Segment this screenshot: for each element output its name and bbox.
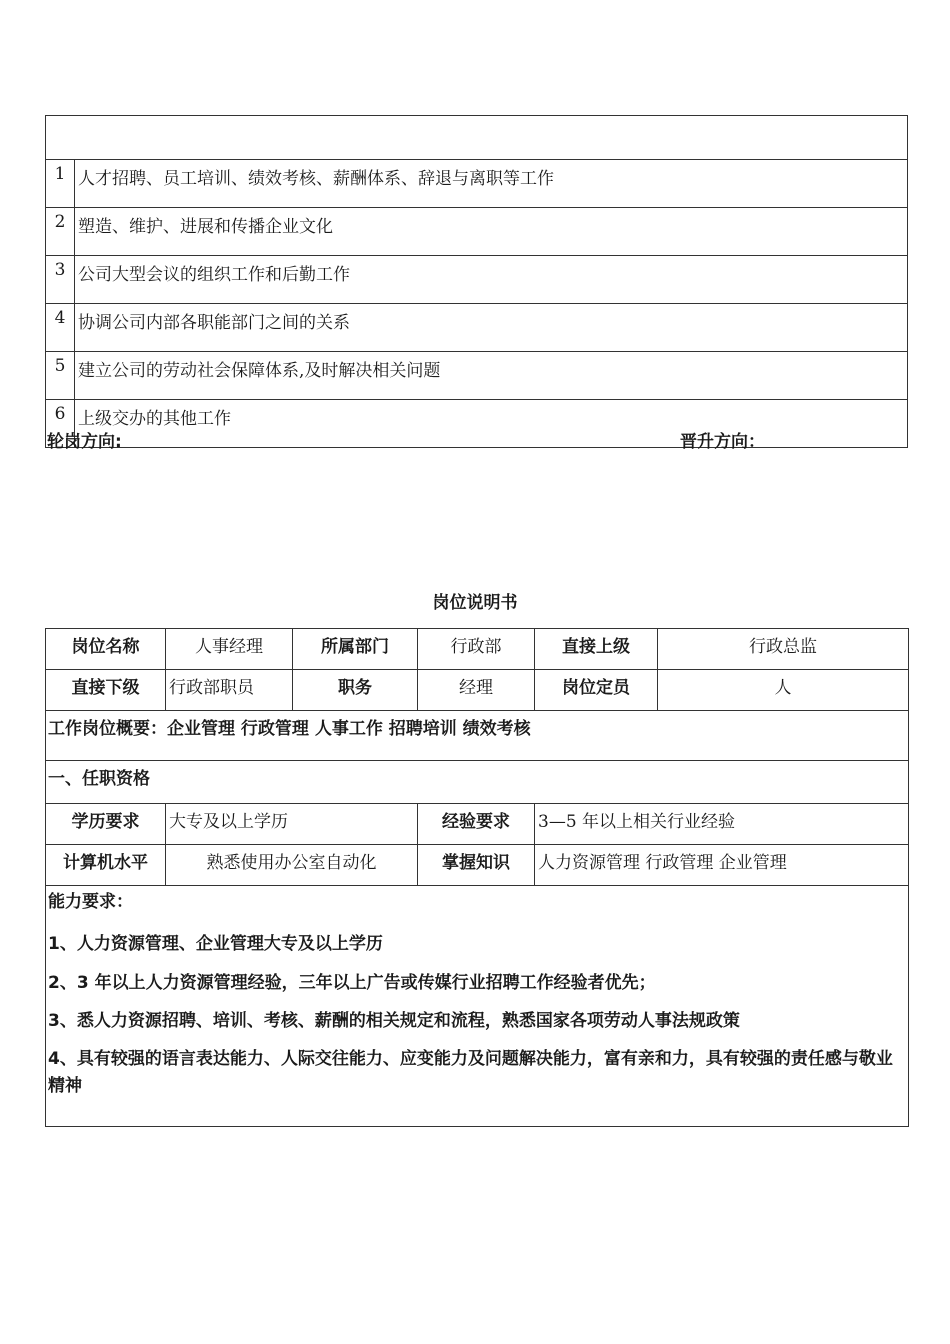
table-row — [46, 304, 908, 352]
ability-heading: 能力要求： — [48, 892, 133, 912]
knowledge-label: 掌握知识 — [418, 845, 535, 886]
duty-value: 经理 — [418, 670, 535, 711]
education-value: 大专及以上学历 — [166, 804, 418, 845]
ability-item: 2、3 年以上人力资源管理经验，三年以上广告或传媒行业招聘工作经验者优先； — [48, 972, 656, 993]
computer-value: 熟悉使用办公室自动化 — [166, 845, 418, 886]
knowledge-value: 人力资源管理 行政管理 企业管理 — [535, 845, 909, 886]
duties-header-cell — [46, 116, 908, 160]
table-row — [46, 400, 908, 448]
department-label: 所属部门 — [293, 629, 418, 670]
table-row — [46, 804, 909, 845]
table-row — [46, 352, 908, 400]
department-value: 行政部 — [418, 629, 535, 670]
superior-label: 直接上级 — [535, 629, 658, 670]
table-row — [46, 886, 909, 1127]
table-row — [46, 256, 908, 304]
duty-text: 塑造、维护、进展和传播企业文化 — [75, 208, 908, 256]
experience-value: 3—5 年以上相关行业经验 — [535, 804, 909, 845]
duties-table — [45, 115, 908, 448]
headcount-value: 人 — [658, 670, 909, 711]
position-name-label: 岗位名称 — [46, 629, 166, 670]
table-row — [46, 629, 909, 670]
duty-number: 2 — [46, 208, 75, 256]
ability-item: 4、具有较强的语言表达能力、人际交往能力、应变能力及问题解决能力，富有亲和力，具有较强的责任感与敬业精神 — [48, 1049, 893, 1096]
table-row — [46, 711, 909, 761]
duty-text: 人才招聘、员工培训、绩效考核、薪酬体系、辞退与离职等工作 — [75, 160, 908, 208]
promotion-direction-label: 晋升方向： — [680, 432, 765, 452]
duty-text: 建立公司的劳动社会保障体系,及时解决相关问题 — [75, 352, 908, 400]
ability-requirements — [46, 886, 909, 1127]
table-row — [46, 670, 909, 711]
duty-number: 3 — [46, 256, 75, 304]
table-row — [46, 160, 908, 208]
duty-text: 协调公司内部各职能部门之间的关系 — [75, 304, 908, 352]
duty-text: 上级交办的其他工作 — [75, 400, 908, 448]
duty-number: 4 — [46, 304, 75, 352]
superior-value: 行政总监 — [658, 629, 909, 670]
duty-number: 6 — [46, 400, 75, 448]
duty-text: 公司大型会议的组织工作和后勤工作 — [75, 256, 908, 304]
experience-label: 经验要求 — [418, 804, 535, 845]
duty-number: 5 — [46, 352, 75, 400]
qualification-heading: 一、任职资格 — [46, 761, 909, 804]
rotation-direction-label: 轮岗方向: — [47, 432, 122, 452]
position-name-value: 人事经理 — [166, 629, 293, 670]
page-title: 岗位说明书 — [432, 593, 518, 613]
ability-item: 1、人力资源管理、企业管理大专及以上学历 — [48, 934, 383, 955]
headcount-label: 岗位定员 — [535, 670, 658, 711]
table-row — [46, 208, 908, 256]
subordinate-label: 直接下级 — [46, 670, 166, 711]
job-summary: 工作岗位概要：企业管理 行政管理 人事工作 招聘培训 绩效考核 — [46, 711, 909, 761]
table-row — [46, 761, 909, 804]
education-label: 学历要求 — [46, 804, 166, 845]
table-row — [46, 845, 909, 886]
ability-item: 3、悉人力资源招聘、培训、考核、薪酬的相关规定和流程，熟悉国家各项劳动人事法规政策 — [48, 1011, 740, 1032]
computer-label: 计算机水平 — [46, 845, 166, 886]
subordinate-value: 行政部职员 — [166, 670, 293, 711]
job-info-table — [45, 628, 909, 1127]
duty-number: 1 — [46, 160, 75, 208]
duty-label: 职务 — [293, 670, 418, 711]
